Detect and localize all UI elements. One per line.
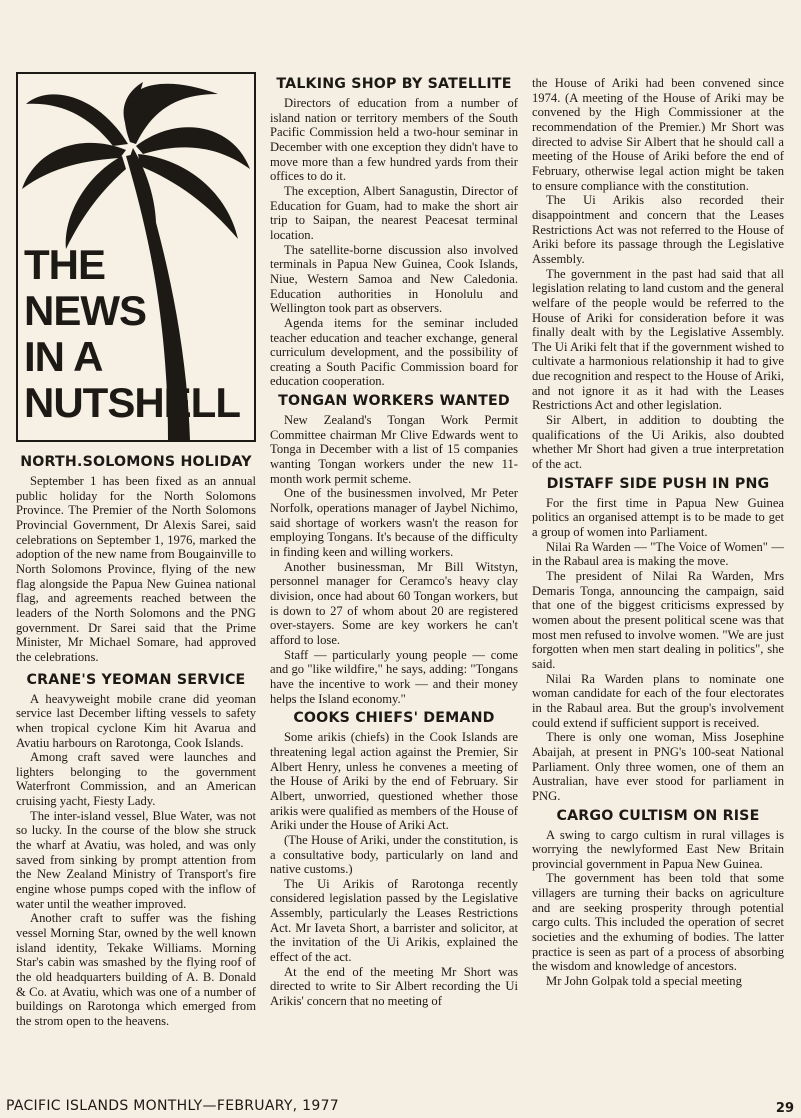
article-paragraph: There is only one woman, Miss Josephine Abaijah, at present in PNG's 100-seat National Parliament. Only three women, one of them an Australian, have ever stood for parliament in PNG.	[532, 730, 784, 803]
logo-line: THE	[24, 241, 105, 288]
article-headline: DISTAFF SIDE PUSH IN PNG	[546, 475, 770, 492]
article-paragraph: At the end of the meeting Mr Short was directed to write to Sir Albert recording the Ui Arikis' concern that no meeting of	[270, 964, 518, 1009]
article-cranes-yeoman-service	[16, 672, 256, 1029]
article-paragraph: A swing to cargo cultism in rural villages is worrying the newlyformed East New Britain provincial government in Papua New Guinea.	[532, 827, 784, 871]
article-paragraph: The Ui Arikis also recorded their disappointment and concern that the Leases Restrictions Act was not referred to the House of Ariki before its passage through the Legislative Assembly.	[532, 193, 784, 266]
article-paragraph: The inter-island vessel, Blue Water, was not so lucky. In the course of the blow she struck the wharf at Avatiu, was holed, and was only saved from sinking by prompt attention from the New Zealand Ministry of Transport's fire engine whose pumps coped with the inflow of water until the weather improved.	[16, 808, 256, 911]
article-paragraph: Staff — particularly young people — come and go "like wildfire," he says, adding: "Tongans have the incentive to work — and their money helps the Island economy."	[270, 647, 518, 706]
article-paragraph: Nilai Ra Warden plans to nominate one woman candidate for each of the four electorates in the Rabaul area. But the group's involvement could extend if sufficient support is received.	[532, 671, 784, 730]
article-paragraph: Some arikis (chiefs) in the Cook Islands are threatening legal action against the Premier, Sir Albert Henry, unless he convenes a meeting of the House of Ariki by the end of February. Sir Albert, unworried, questioned whether those arikis were qualified as members of the House of Ariki under the House of Ariki Act.	[270, 730, 518, 833]
article-paragraph: Nilai Ra Warden — "The Voice of Women" — in the Rabaul area is making the move.	[532, 539, 784, 569]
column-left	[16, 72, 256, 1031]
article-headline: TALKING SHOP BY SATELLITE	[276, 76, 512, 92]
article-cooks-chiefs-demand-continued	[532, 76, 784, 472]
article-paragraph: For the first time in Papua New Guinea politics an organised attempt is to be made to get a group of women into Parliament.	[532, 495, 784, 540]
column-middle	[270, 76, 518, 1011]
article-headline: CARGO CULTISM ON RISE	[556, 807, 760, 824]
article-distaff-side-push-in-png	[532, 476, 784, 804]
article-headline: NORTH.SOLOMONS HOLIDAY	[20, 454, 252, 470]
article-headline: CRANE'S YEOMAN SERVICE	[26, 671, 246, 688]
article-tongan-workers-wanted	[270, 393, 518, 706]
article-paragraph: One of the businessmen involved, Mr Peter Norfolk, operations manager of Jaybel Nichimo, said shortage of workers wasn't the reason for employing Tongans. It's because of the difficulty in finding keen and willing workers.	[270, 486, 518, 560]
article-paragraph: Directors of education from a number of island nation or territory members of the South Pacific Commission held a two-hour seminar in December with one exception they didn't have to move more than a few hundred yards from their offices to do it.	[270, 96, 518, 184]
article-cooks-chiefs-demand	[270, 710, 518, 1008]
article-paragraph: A heavyweight mobile crane did yeoman service last December lifting vessels to safety when tropical cyclone Kim hit Avarua and Avatiu harbours on Rarotonga, Cook Islands.	[16, 691, 256, 750]
news-in-a-nutshell-logo	[16, 72, 256, 442]
article-paragraph: The Ui Arikis of Rarotonga recently considered legislation passed by the Legislative Assembly, particularly the Leases Restrictions Act. Mr Iaveta Short, a barrister and solicitor, at the invitation of the Ui Arikis, explained the effect of the act.	[270, 876, 518, 965]
logo-line: NUTSHELL	[24, 379, 240, 426]
article-paragraph: The government in the past had said that all legislation relating to land custom and the general welfare of the people would be referred to the House of Ariki for consideration before it was finally dealt with by the Legislative Assembly. The Ui Ariki felt that if the government wished to cultivate a harmonious relationship it had to give due recognition and respect to the House of Ariki, and not ignore it as it had with the Leases Restrictions Act and other legislation.	[532, 266, 784, 413]
publication-title: PACIFIC ISLANDS MONTHLY—FEBRUARY, 1977	[6, 1098, 340, 1114]
article-paragraph: The satellite-borne discussion also involved terminals in Papua New Guinea, Cook Islands, Niue, Western Samoa and New Caledonia. Education authorities in Honolulu and Wellington took part as observers.	[270, 242, 518, 316]
page-footer	[4, 1097, 794, 1115]
article-paragraph: Sir Albert, in addition to doubting the qualifications of the Ui Arikis, also doubted whether Mr Short had given a true interpretation of the act.	[532, 413, 784, 472]
article-paragraph: Mr John Golpak told a special meeting	[546, 974, 742, 989]
article-paragraph: The government has been told that some villagers are turning their backs on agriculture and are seeking prosperity through potential cargo cults. This included the operation of secret societies and the exhuming of bodies. The latter practice is seen as part of a process of absorbing the wisdom and knowledge of ancestors.	[532, 871, 784, 974]
article-paragraph: (The House of Ariki, under the constitution, is a consultative body, particularly on land and native customs.)	[270, 832, 518, 877]
article-paragraph: September 1 has been fixed as an annual public holiday for the North Solomons Province. The Premier of the North Solomons Provincial Government, Dr Alexis Sarei, said celebrations on September 1, 1976, marked the adoption of the new name from Bougainville to North Solomons Province, flying of the new flag alongside the Papua New Guinea national flag, and agreements reached between the leaders of the North Solomons and the PNG government. Dr Sarei said that the Prime Minister, Mr Michael Somare, had approved the celebrations.	[16, 474, 256, 664]
logo-line: IN A	[24, 333, 103, 380]
article-paragraph: Agenda items for the seminar included teacher education and teacher exchange, general curriculum development, and the possibility of creating a South Pacific Commission board for education cooperation.	[270, 315, 518, 389]
article-paragraph: Another craft to suffer was the fishing vessel Morning Star, owned by the well known island identity, Tekake Williams. Morning Star's cabin was smashed by the flying roof of the old headquarters building of A. B. Donald & Co. at Avatiu, which was one of a number of buildings on Rarotonga which emerged from the strom open to the heavens.	[16, 911, 256, 1028]
logo-line: NEWS	[24, 287, 146, 334]
article-paragraph: the House of Ariki had been convened since 1974. (A meeting of the House of Ariki may be convened by the High Commissioner at the recommendation of the Premier.) Mr Short was directed to advise Sir Albert that he should call a meeting of the House of Ariki before the end of February, otherwise legal action might be taken to ensure compliance with the constitution.	[532, 76, 784, 193]
article-headline: COOKS CHIEFS' DEMAND	[293, 710, 495, 727]
article-cargo-cultism-on-rise	[532, 808, 784, 989]
article-paragraph: Another businessman, Mr Bill Witstyn, personnel manager for Ceramco's heavy clay division, once had about 60 Tongan workers, but is down to 27 of whom about 20 are registered over-stayers. Some are key workers he can't afford to lose.	[270, 559, 518, 647]
article-paragraph: Among craft saved were launches and lighters belonging to the government Waterfront Commission, and an American cruising yacht, Fiesty Lady.	[16, 750, 256, 809]
article-headline: TONGAN WORKERS WANTED	[278, 393, 510, 410]
article-talking-shop-by-satellite	[270, 76, 518, 389]
column-right	[532, 76, 784, 991]
article-paragraph: New Zealand's Tongan Work Permit Committee chairman Mr Clive Edwards went to Tonga in December with a list of 15 companies wanting Tongan workers under the new 11-month work permit scheme.	[270, 413, 518, 486]
page-number: 29	[775, 1101, 794, 1116]
article-north-solomons-holiday	[16, 454, 256, 665]
article-paragraph: The exception, Albert Sanagustin, Director of Education for Guam, had to make the short air trip to Saipan, the nearest Peacesat terminal location.	[270, 183, 518, 242]
article-paragraph: The president of Nilai Ra Warden, Mrs Demaris Tonga, announcing the campaign, said that one of the biggest criticisms expressed by women about the present political scene was that most men refused to involve women. "We are just forgotten when men start dealing in politics", she said.	[532, 569, 784, 671]
